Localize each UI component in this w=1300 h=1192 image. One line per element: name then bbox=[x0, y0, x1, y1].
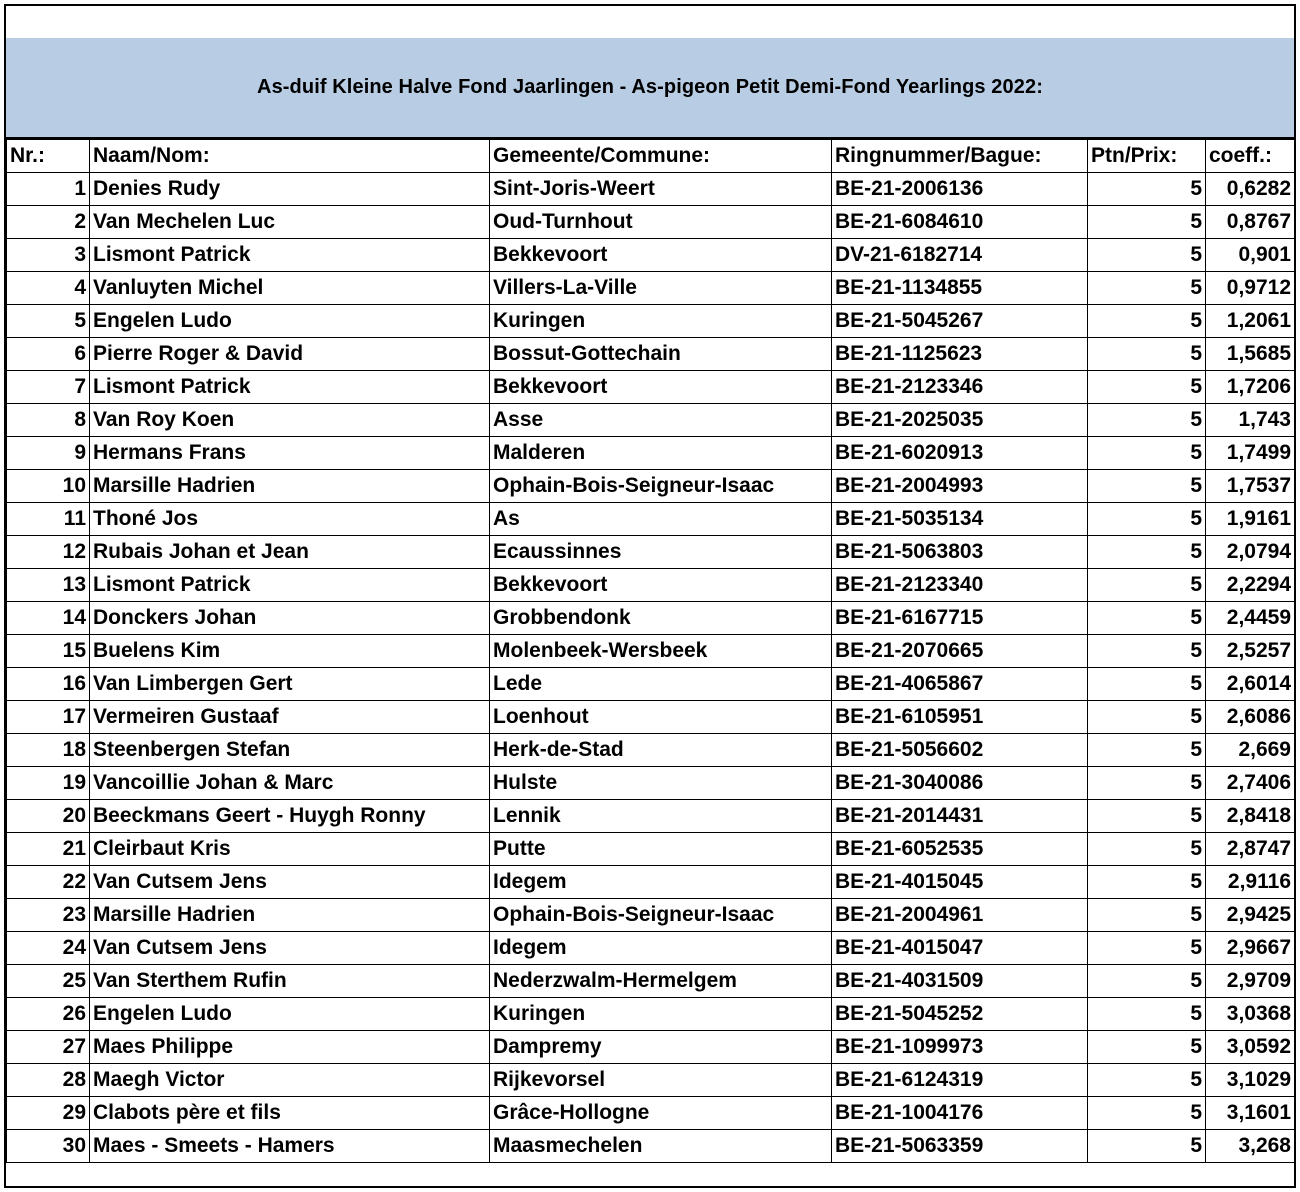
cell-ring: BE-21-2025035 bbox=[832, 404, 1088, 437]
cell-nr: 28 bbox=[7, 1064, 90, 1097]
cell-points: 5 bbox=[1088, 866, 1206, 899]
cell-name: Clabots père et fils bbox=[90, 1097, 490, 1130]
cell-nr: 7 bbox=[7, 371, 90, 404]
cell-coeff: 1,5685 bbox=[1206, 338, 1295, 371]
cell-nr: 18 bbox=[7, 734, 90, 767]
cell-commune: Bossut-Gottechain bbox=[490, 338, 832, 371]
cell-points: 5 bbox=[1088, 932, 1206, 965]
cell-coeff: 2,2294 bbox=[1206, 569, 1295, 602]
cell-commune: Bekkevoort bbox=[490, 239, 832, 272]
cell-nr: 11 bbox=[7, 503, 90, 536]
cell-points: 5 bbox=[1088, 965, 1206, 998]
table-row bbox=[7, 800, 1295, 833]
cell-name: Marsille Hadrien bbox=[90, 899, 490, 932]
cell-coeff: 0,901 bbox=[1206, 239, 1295, 272]
cell-ring: BE-21-4065867 bbox=[832, 668, 1088, 701]
cell-ring: BE-21-2123340 bbox=[832, 569, 1088, 602]
header-row bbox=[7, 140, 1295, 173]
cell-nr: 5 bbox=[7, 305, 90, 338]
cell-ring: BE-21-2123346 bbox=[832, 371, 1088, 404]
cell-commune: Ophain-Bois-Seigneur-Isaac bbox=[490, 899, 832, 932]
cell-ring: BE-21-1134855 bbox=[832, 272, 1088, 305]
cell-commune: Rijkevorsel bbox=[490, 1064, 832, 1097]
cell-nr: 6 bbox=[7, 338, 90, 371]
results-table bbox=[6, 139, 1295, 1163]
cell-commune: Nederzwalm-Hermelgem bbox=[490, 965, 832, 998]
cell-commune: Dampremy bbox=[490, 1031, 832, 1064]
cell-points: 5 bbox=[1088, 371, 1206, 404]
table-row bbox=[7, 569, 1295, 602]
cell-name: Vancoillie Johan & Marc bbox=[90, 767, 490, 800]
table-row bbox=[7, 833, 1295, 866]
cell-commune: Hulste bbox=[490, 767, 832, 800]
blank-top-row bbox=[6, 6, 1294, 38]
cell-commune: Kuringen bbox=[490, 998, 832, 1031]
cell-coeff: 2,9116 bbox=[1206, 866, 1295, 899]
table-row bbox=[7, 932, 1295, 965]
cell-name: Lismont Patrick bbox=[90, 371, 490, 404]
cell-ring: BE-21-1125623 bbox=[832, 338, 1088, 371]
cell-name: Rubais Johan et Jean bbox=[90, 536, 490, 569]
cell-coeff: 1,743 bbox=[1206, 404, 1295, 437]
cell-ring: BE-21-1099973 bbox=[832, 1031, 1088, 1064]
cell-coeff: 2,8418 bbox=[1206, 800, 1295, 833]
cell-commune: Asse bbox=[490, 404, 832, 437]
cell-nr: 4 bbox=[7, 272, 90, 305]
cell-name: Van Cutsem Jens bbox=[90, 932, 490, 965]
table-row bbox=[7, 602, 1295, 635]
cell-points: 5 bbox=[1088, 206, 1206, 239]
cell-nr: 12 bbox=[7, 536, 90, 569]
table-row bbox=[7, 998, 1295, 1031]
cell-nr: 24 bbox=[7, 932, 90, 965]
cell-ring: BE-21-2070665 bbox=[832, 635, 1088, 668]
cell-nr: 27 bbox=[7, 1031, 90, 1064]
table-row bbox=[7, 305, 1295, 338]
cell-name: Engelen Ludo bbox=[90, 998, 490, 1031]
cell-nr: 14 bbox=[7, 602, 90, 635]
cell-name: Pierre Roger & David bbox=[90, 338, 490, 371]
cell-name: Lismont Patrick bbox=[90, 239, 490, 272]
cell-coeff: 1,7206 bbox=[1206, 371, 1295, 404]
table-row bbox=[7, 239, 1295, 272]
cell-commune: Grâce-Hollogne bbox=[490, 1097, 832, 1130]
cell-points: 5 bbox=[1088, 701, 1206, 734]
title-band bbox=[6, 38, 1294, 139]
cell-coeff: 2,8747 bbox=[1206, 833, 1295, 866]
cell-nr: 23 bbox=[7, 899, 90, 932]
cell-ring: BE-21-5045252 bbox=[832, 998, 1088, 1031]
header-nr: Nr.: bbox=[7, 140, 90, 173]
cell-points: 5 bbox=[1088, 470, 1206, 503]
cell-commune: Molenbeek-Wersbeek bbox=[490, 635, 832, 668]
header-coeff: coeff.: bbox=[1206, 140, 1295, 173]
cell-name: Maes - Smeets - Hamers bbox=[90, 1130, 490, 1163]
cell-commune: As bbox=[490, 503, 832, 536]
cell-nr: 26 bbox=[7, 998, 90, 1031]
cell-coeff: 2,7406 bbox=[1206, 767, 1295, 800]
cell-ring: BE-21-6020913 bbox=[832, 437, 1088, 470]
cell-coeff: 3,1029 bbox=[1206, 1064, 1295, 1097]
cell-coeff: 2,0794 bbox=[1206, 536, 1295, 569]
cell-points: 5 bbox=[1088, 833, 1206, 866]
table-row bbox=[7, 1031, 1295, 1064]
cell-nr: 2 bbox=[7, 206, 90, 239]
table-row bbox=[7, 437, 1295, 470]
cell-ring: BE-21-5056602 bbox=[832, 734, 1088, 767]
cell-commune: Maasmechelen bbox=[490, 1130, 832, 1163]
table-row bbox=[7, 371, 1295, 404]
cell-nr: 1 bbox=[7, 173, 90, 206]
cell-name: Maegh Victor bbox=[90, 1064, 490, 1097]
cell-coeff: 2,5257 bbox=[1206, 635, 1295, 668]
cell-points: 5 bbox=[1088, 635, 1206, 668]
cell-commune: Herk-de-Stad bbox=[490, 734, 832, 767]
header-commune: Gemeente/Commune: bbox=[490, 140, 832, 173]
cell-coeff: 3,268 bbox=[1206, 1130, 1295, 1163]
cell-name: Hermans Frans bbox=[90, 437, 490, 470]
cell-points: 5 bbox=[1088, 1097, 1206, 1130]
cell-commune: Bekkevoort bbox=[490, 569, 832, 602]
cell-coeff: 0,8767 bbox=[1206, 206, 1295, 239]
header-ring: Ringnummer/Bague: bbox=[832, 140, 1088, 173]
cell-commune: Bekkevoort bbox=[490, 371, 832, 404]
cell-name: Vermeiren Gustaaf bbox=[90, 701, 490, 734]
cell-coeff: 3,0592 bbox=[1206, 1031, 1295, 1064]
table-row bbox=[7, 767, 1295, 800]
table-row bbox=[7, 965, 1295, 998]
cell-nr: 8 bbox=[7, 404, 90, 437]
cell-commune: Oud-Turnhout bbox=[490, 206, 832, 239]
cell-name: Thoné Jos bbox=[90, 503, 490, 536]
cell-nr: 17 bbox=[7, 701, 90, 734]
cell-points: 5 bbox=[1088, 1031, 1206, 1064]
table-row bbox=[7, 272, 1295, 305]
cell-points: 5 bbox=[1088, 800, 1206, 833]
cell-commune: Grobbendonk bbox=[490, 602, 832, 635]
cell-points: 5 bbox=[1088, 1064, 1206, 1097]
cell-ring: BE-21-6052535 bbox=[832, 833, 1088, 866]
cell-points: 5 bbox=[1088, 602, 1206, 635]
cell-points: 5 bbox=[1088, 239, 1206, 272]
header-points: Ptn/Prix: bbox=[1088, 140, 1206, 173]
cell-name: Van Cutsem Jens bbox=[90, 866, 490, 899]
cell-ring: BE-21-4015047 bbox=[832, 932, 1088, 965]
cell-points: 5 bbox=[1088, 998, 1206, 1031]
cell-ring: BE-21-6105951 bbox=[832, 701, 1088, 734]
cell-nr: 9 bbox=[7, 437, 90, 470]
cell-nr: 29 bbox=[7, 1097, 90, 1130]
cell-points: 5 bbox=[1088, 734, 1206, 767]
cell-name: Van Roy Koen bbox=[90, 404, 490, 437]
cell-coeff: 3,1601 bbox=[1206, 1097, 1295, 1130]
cell-points: 5 bbox=[1088, 437, 1206, 470]
cell-ring: BE-21-4015045 bbox=[832, 866, 1088, 899]
cell-ring: BE-21-2004961 bbox=[832, 899, 1088, 932]
cell-nr: 20 bbox=[7, 800, 90, 833]
cell-coeff: 1,9161 bbox=[1206, 503, 1295, 536]
cell-commune: Kuringen bbox=[490, 305, 832, 338]
cell-coeff: 2,6086 bbox=[1206, 701, 1295, 734]
header-name: Naam/Nom: bbox=[90, 140, 490, 173]
cell-ring: BE-21-5063803 bbox=[832, 536, 1088, 569]
cell-commune: Idegem bbox=[490, 866, 832, 899]
cell-name: Van Limbergen Gert bbox=[90, 668, 490, 701]
cell-name: Denies Rudy bbox=[90, 173, 490, 206]
cell-nr: 15 bbox=[7, 635, 90, 668]
cell-ring: BE-21-6167715 bbox=[832, 602, 1088, 635]
cell-points: 5 bbox=[1088, 668, 1206, 701]
cell-commune: Malderen bbox=[490, 437, 832, 470]
table-row bbox=[7, 866, 1295, 899]
cell-points: 5 bbox=[1088, 1130, 1206, 1163]
table-row bbox=[7, 470, 1295, 503]
cell-name: Maes Philippe bbox=[90, 1031, 490, 1064]
table-row bbox=[7, 173, 1295, 206]
cell-ring: BE-21-5063359 bbox=[832, 1130, 1088, 1163]
cell-commune: Villers-La-Ville bbox=[490, 272, 832, 305]
table-row bbox=[7, 899, 1295, 932]
table-row bbox=[7, 503, 1295, 536]
cell-coeff: 2,9425 bbox=[1206, 899, 1295, 932]
cell-commune: Putte bbox=[490, 833, 832, 866]
cell-points: 5 bbox=[1088, 569, 1206, 602]
cell-coeff: 1,2061 bbox=[1206, 305, 1295, 338]
cell-ring: BE-21-2004993 bbox=[832, 470, 1088, 503]
cell-nr: 30 bbox=[7, 1130, 90, 1163]
cell-ring: BE-21-2006136 bbox=[832, 173, 1088, 206]
cell-name: Beeckmans Geert - Huygh Ronny bbox=[90, 800, 490, 833]
cell-commune: Lede bbox=[490, 668, 832, 701]
cell-name: Vanluyten Michel bbox=[90, 272, 490, 305]
cell-commune: Sint-Joris-Weert bbox=[490, 173, 832, 206]
cell-ring: BE-21-1004176 bbox=[832, 1097, 1088, 1130]
cell-points: 5 bbox=[1088, 272, 1206, 305]
cell-nr: 13 bbox=[7, 569, 90, 602]
cell-name: Steenbergen Stefan bbox=[90, 734, 490, 767]
cell-nr: 19 bbox=[7, 767, 90, 800]
cell-coeff: 1,7537 bbox=[1206, 470, 1295, 503]
cell-ring: BE-21-3040086 bbox=[832, 767, 1088, 800]
cell-points: 5 bbox=[1088, 173, 1206, 206]
page-title: As-duif Kleine Halve Fond Jaarlingen - As-pigeon Petit Demi-Fond Yearlings 2022: bbox=[257, 76, 1043, 98]
cell-name: Lismont Patrick bbox=[90, 569, 490, 602]
cell-commune: Lennik bbox=[490, 800, 832, 833]
cell-points: 5 bbox=[1088, 305, 1206, 338]
cell-nr: 3 bbox=[7, 239, 90, 272]
cell-coeff: 2,9709 bbox=[1206, 965, 1295, 998]
cell-coeff: 2,6014 bbox=[1206, 668, 1295, 701]
cell-points: 5 bbox=[1088, 503, 1206, 536]
table-row bbox=[7, 1097, 1295, 1130]
cell-points: 5 bbox=[1088, 404, 1206, 437]
cell-name: Marsille Hadrien bbox=[90, 470, 490, 503]
cell-nr: 10 bbox=[7, 470, 90, 503]
cell-commune: Ecaussinnes bbox=[490, 536, 832, 569]
cell-coeff: 3,0368 bbox=[1206, 998, 1295, 1031]
table-row bbox=[7, 404, 1295, 437]
cell-coeff: 2,9667 bbox=[1206, 932, 1295, 965]
cell-points: 5 bbox=[1088, 536, 1206, 569]
cell-ring: BE-21-6084610 bbox=[832, 206, 1088, 239]
table-row bbox=[7, 701, 1295, 734]
cell-ring: BE-21-5035134 bbox=[832, 503, 1088, 536]
cell-name: Van Mechelen Luc bbox=[90, 206, 490, 239]
table-row bbox=[7, 635, 1295, 668]
cell-coeff: 2,4459 bbox=[1206, 602, 1295, 635]
cell-coeff: 0,6282 bbox=[1206, 173, 1295, 206]
cell-points: 5 bbox=[1088, 338, 1206, 371]
cell-ring: DV-21-6182714 bbox=[832, 239, 1088, 272]
cell-nr: 25 bbox=[7, 965, 90, 998]
cell-coeff: 2,669 bbox=[1206, 734, 1295, 767]
cell-nr: 21 bbox=[7, 833, 90, 866]
cell-points: 5 bbox=[1088, 767, 1206, 800]
table-row bbox=[7, 206, 1295, 239]
results-sheet bbox=[4, 4, 1296, 1188]
cell-name: Engelen Ludo bbox=[90, 305, 490, 338]
cell-name: Buelens Kim bbox=[90, 635, 490, 668]
cell-name: Cleirbaut Kris bbox=[90, 833, 490, 866]
cell-coeff: 0,9712 bbox=[1206, 272, 1295, 305]
cell-commune: Idegem bbox=[490, 932, 832, 965]
cell-coeff: 1,7499 bbox=[1206, 437, 1295, 470]
cell-ring: BE-21-6124319 bbox=[832, 1064, 1088, 1097]
cell-ring: BE-21-5045267 bbox=[832, 305, 1088, 338]
table-row bbox=[7, 668, 1295, 701]
table-row bbox=[7, 338, 1295, 371]
cell-commune: Loenhout bbox=[490, 701, 832, 734]
cell-nr: 22 bbox=[7, 866, 90, 899]
cell-name: Van Sterthem Rufin bbox=[90, 965, 490, 998]
table-row bbox=[7, 536, 1295, 569]
cell-commune: Ophain-Bois-Seigneur-Isaac bbox=[490, 470, 832, 503]
table-row bbox=[7, 1130, 1295, 1163]
cell-name: Donckers Johan bbox=[90, 602, 490, 635]
cell-ring: BE-21-4031509 bbox=[832, 965, 1088, 998]
cell-ring: BE-21-2014431 bbox=[832, 800, 1088, 833]
table-row bbox=[7, 734, 1295, 767]
cell-points: 5 bbox=[1088, 899, 1206, 932]
table-row bbox=[7, 1064, 1295, 1097]
cell-nr: 16 bbox=[7, 668, 90, 701]
